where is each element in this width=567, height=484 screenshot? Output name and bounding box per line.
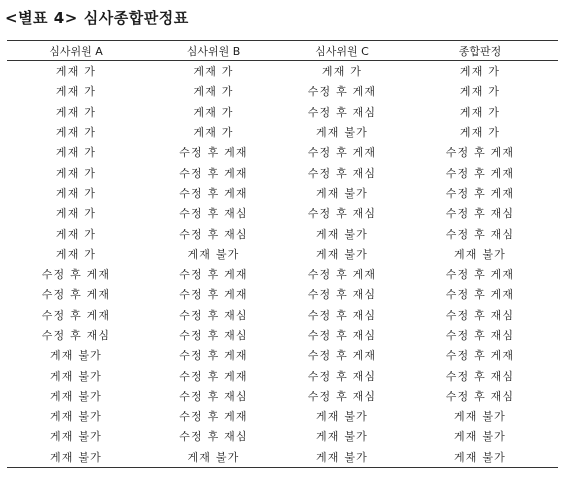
- title-text: 심사종합판정표: [83, 9, 189, 27]
- cell-reviewer-c: 수정 후 게재: [307, 85, 377, 99]
- cell-reviewer-a: 게재 불가: [49, 410, 102, 424]
- cell-reviewer-a: 게재 가: [55, 146, 97, 160]
- cell-reviewer-a: 게재 불가: [49, 349, 102, 363]
- table-row: [7, 203, 558, 223]
- cell-reviewer-c: 수정 후 재심: [307, 105, 377, 119]
- cell-reviewer-b: 수정 후 게재: [179, 349, 248, 363]
- cell-reviewer-a: 수정 후 게재: [41, 288, 111, 302]
- cell-reviewer-a: 게재 불가: [7, 447, 145, 468]
- cell-reviewer-b: 게재 가: [193, 85, 234, 99]
- table-body: [7, 61, 558, 468]
- table-row: [7, 426, 558, 446]
- cell-reviewer-a: 수정 후 재심: [41, 329, 111, 342]
- cell-overall-judgment: 게재 가: [459, 105, 501, 119]
- cell-reviewer-b: 수정 후 재심: [179, 430, 248, 444]
- cell-reviewer-c: 수정 후 재심: [307, 288, 377, 302]
- table-row: [7, 386, 558, 406]
- cell-reviewer-b: 게재 가: [193, 105, 234, 119]
- cell-overall-judgment: 수정 후 재심: [445, 308, 515, 322]
- cell-reviewer-c: 게재 불가: [315, 430, 368, 444]
- table-row: [7, 365, 558, 385]
- cell-overall-judgment: 수정 후 재심: [445, 207, 515, 221]
- table-row: [7, 122, 558, 142]
- cell-reviewer-a: 게재 불가: [49, 369, 102, 383]
- cell-overall-judgment: 게재 가: [459, 85, 501, 99]
- cell-reviewer-b: 게재 가: [193, 126, 234, 140]
- table-row: [7, 244, 558, 264]
- table-row: [7, 61, 558, 82]
- cell-overall-judgment: 수정 후 게재: [445, 268, 515, 282]
- cell-reviewer-b: 수정 후 게재: [179, 410, 248, 424]
- cell-reviewer-b: 수정 후 게재: [179, 146, 248, 160]
- cell-overall-judgment: 수정 후 재심: [445, 227, 515, 241]
- cell-reviewer-a: 수정 후 게재: [41, 268, 111, 282]
- cell-reviewer-b: 게재 불가: [145, 447, 282, 468]
- table-row: [7, 81, 558, 101]
- cell-reviewer-c: 수정 후 재심: [307, 369, 377, 383]
- header-overall-judgment: 종합판정: [402, 41, 558, 61]
- cell-reviewer-c: 수정 후 재심: [307, 207, 377, 221]
- cell-reviewer-b: 게재 가: [193, 65, 234, 79]
- cell-reviewer-c: 게재 불가: [315, 227, 368, 241]
- cell-reviewer-c: 게재 불가: [315, 126, 368, 140]
- cell-reviewer-a: 게재 가: [55, 105, 97, 119]
- cell-overall-judgment: 수정 후 게재: [445, 186, 515, 200]
- header-reviewer-b: 심사위원 B: [145, 41, 282, 61]
- table-row: [7, 162, 558, 182]
- cell-reviewer-a: 게재 가: [55, 207, 97, 221]
- cell-reviewer-c: 수정 후 재심: [307, 166, 377, 180]
- cell-overall-judgment: 게재 불가: [453, 410, 506, 424]
- cell-reviewer-a: 게재 불가: [49, 389, 102, 403]
- cell-overall-judgment: 게재 불가: [453, 430, 506, 444]
- cell-reviewer-b: 게재 불가: [187, 247, 240, 261]
- table-row: [7, 102, 558, 122]
- cell-reviewer-c: 게재 불가: [315, 410, 368, 424]
- cell-reviewer-b: 수정 후 게재: [179, 186, 248, 200]
- cell-reviewer-b: 수정 후 게재: [179, 268, 248, 282]
- cell-reviewer-c: 게재 불가: [282, 447, 402, 468]
- cell-reviewer-a: 게재 가: [55, 227, 97, 241]
- page-title: [5, 7, 189, 28]
- header-reviewer-a: 심사위원 A: [7, 41, 145, 61]
- cell-overall-judgment: 수정 후 게재: [445, 288, 515, 302]
- review-judgment-table: [7, 40, 558, 468]
- table-header-row: [7, 41, 558, 61]
- table-row: [7, 284, 558, 304]
- cell-reviewer-b: 수정 후 재심: [179, 227, 248, 241]
- cell-reviewer-b: 수정 후 게재: [179, 166, 248, 180]
- cell-overall-judgment: 게재 가: [459, 65, 501, 79]
- cell-reviewer-c: 수정 후 게재: [307, 349, 377, 363]
- cell-reviewer-c: 게재 가: [321, 65, 363, 79]
- cell-overall-judgment: 수정 후 재심: [445, 369, 515, 383]
- cell-reviewer-a: 게재 가: [55, 65, 97, 79]
- cell-reviewer-a: 게재 가: [55, 186, 97, 200]
- cell-reviewer-b: 수정 후 게재: [179, 288, 248, 302]
- table-row: [7, 142, 558, 162]
- table-row: [7, 406, 558, 426]
- cell-reviewer-b: 수정 후 재심: [179, 308, 248, 322]
- cell-reviewer-c: 수정 후 게재: [307, 146, 377, 160]
- table-row: [7, 447, 558, 468]
- cell-overall-judgment: 게재 불가: [453, 247, 506, 261]
- cell-overall-judgment: 수정 후 게재: [445, 166, 515, 180]
- cell-reviewer-b: 수정 후 재심: [179, 207, 248, 221]
- cell-overall-judgment: 수정 후 재심: [445, 389, 515, 403]
- cell-reviewer-c: 게재 불가: [315, 247, 368, 261]
- cell-reviewer-a: 수정 후 게재: [41, 308, 111, 322]
- table-row: [7, 305, 558, 325]
- cell-reviewer-c: 수정 후 재심: [307, 389, 377, 403]
- table-row: [7, 345, 558, 365]
- cell-reviewer-a: 게재 가: [55, 126, 97, 140]
- cell-reviewer-c: 수정 후 재심: [307, 329, 377, 342]
- table-row: [7, 264, 558, 284]
- cell-reviewer-c: 수정 후 게재: [307, 268, 377, 282]
- cell-reviewer-c: 수정 후 재심: [307, 308, 377, 322]
- cell-overall-judgment: 게재 가: [459, 126, 501, 140]
- cell-reviewer-a: 게재 가: [55, 85, 97, 99]
- cell-reviewer-b: 수정 후 게재: [179, 369, 248, 383]
- cell-reviewer-a: 게재 불가: [49, 430, 102, 444]
- cell-overall-judgment: 수정 후 게재: [445, 349, 515, 363]
- cell-reviewer-b: 수정 후 재심: [179, 329, 248, 342]
- cell-reviewer-a: 게재 가: [55, 247, 97, 261]
- table-row: [7, 183, 558, 203]
- cell-reviewer-b: 수정 후 재심: [179, 389, 248, 403]
- cell-reviewer-c: 게재 불가: [315, 186, 368, 200]
- cell-reviewer-a: 게재 가: [55, 166, 97, 180]
- header-reviewer-c: 심사위원 C: [282, 41, 402, 61]
- cell-overall-judgment: 수정 후 게재: [445, 146, 515, 160]
- table-row: [7, 325, 558, 345]
- cell-overall-judgment: 게재 불가: [402, 447, 558, 468]
- cell-overall-judgment: 수정 후 재심: [445, 329, 515, 342]
- table-row: [7, 223, 558, 243]
- title-prefix: <별표 4>: [5, 9, 78, 27]
